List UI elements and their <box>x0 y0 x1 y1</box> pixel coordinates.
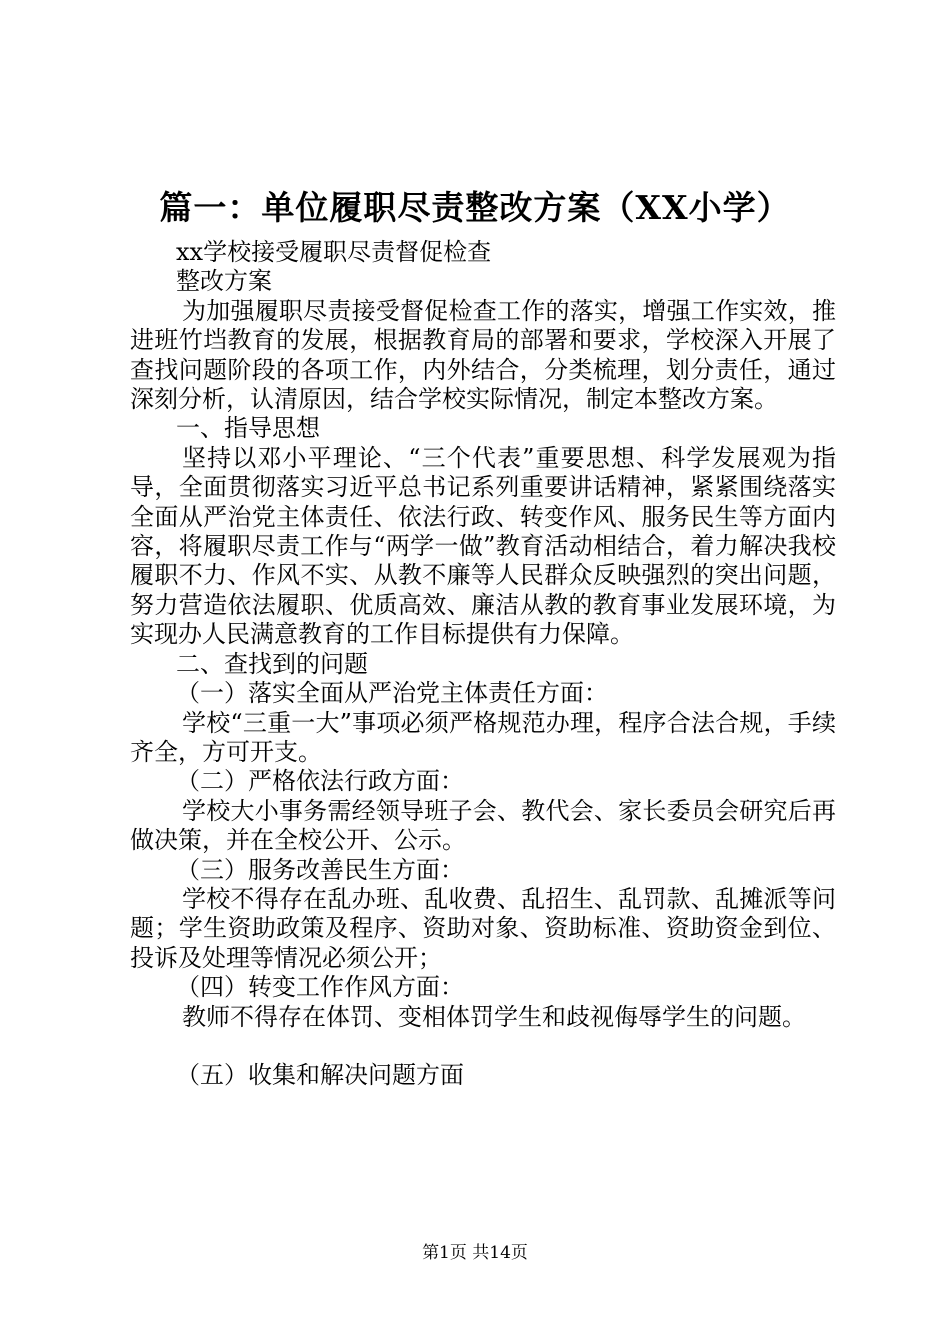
document-body <box>130 238 836 1091</box>
section-heading-problems: 二、查找到的问题 <box>176 649 368 678</box>
intro-paragraph: 为加强履职尽责接受督促检查工作的落实，增强工作实效，推进班竹垱教育的发展，根据教育局的部署和要求，学校深入开展了查找问题阶段的各项工作，内外结合，分类梳理，划分责任，通过深刻分析，认清原因，结合学校实际情况，制定本整改方案。 <box>130 296 836 414</box>
livelihood-service-paragraph: 学校不得存在乱办班、乱收费、乱招生、乱罚款、乱摊派等问题；学生资助政策及程序、资助对象、资助标准、资助资金到位、投诉及处理等情况必须公开； <box>130 884 836 972</box>
document-title: 篇一：单位履职尽责整改方案（XX小学） <box>159 188 791 227</box>
subtitle-line-2: 整改方案 <box>176 267 272 296</box>
subheading-work-style: （四）转变工作作风方面： <box>176 973 464 1002</box>
work-style-paragraph: 教师不得存在体罚、变相体罚学生和歧视侮辱学生的问题。 <box>182 1002 806 1031</box>
page-number-footer: 第1页 共14页 <box>422 1243 528 1263</box>
law-administration-paragraph: 学校大小事务需经领导班子会、教代会、家长委员会研究后再做决策，并在全校公开、公示。 <box>130 796 836 855</box>
subheading-law-administration: （二）严格依法行政方面： <box>176 767 464 796</box>
party-responsibility-paragraph: 学校“三重一大”事项必须严格规范办理，程序合法合规，手续齐全，方可开支。 <box>130 708 836 766</box>
subheading-problem-collection: （五）收集和解决问题方面 <box>176 1061 464 1090</box>
guiding-thought-paragraph: 坚持以邓小平理论、“三个代表”重要思想、科学发展观为指导，全面贯彻落实习近平总书记系列重要讲话精神，紧紧围绕落实全面从严治党主体责任、依法行政、转变作风、服务民生等方面内容，将履职尽责工作与“两学一做”教育活动相结合，着力解决我校履职不力、作风不实、从教不廉等人民群众反映强烈的突出问题，努力营造依法履职、优质高效、廉洁从教的教育事业发展环境，为实现办人民满意教育的工作目标提供有力保障。 <box>130 443 836 649</box>
section-heading-guiding-thought: 一、指导思想 <box>176 414 320 443</box>
subheading-party-responsibility: （一）落实全面从严治党主体责任方面： <box>176 679 608 708</box>
subheading-livelihood-service: （三）服务改善民生方面： <box>176 855 464 884</box>
subtitle-line-1: xx学校接受履职尽责督促检查 <box>176 238 492 266</box>
